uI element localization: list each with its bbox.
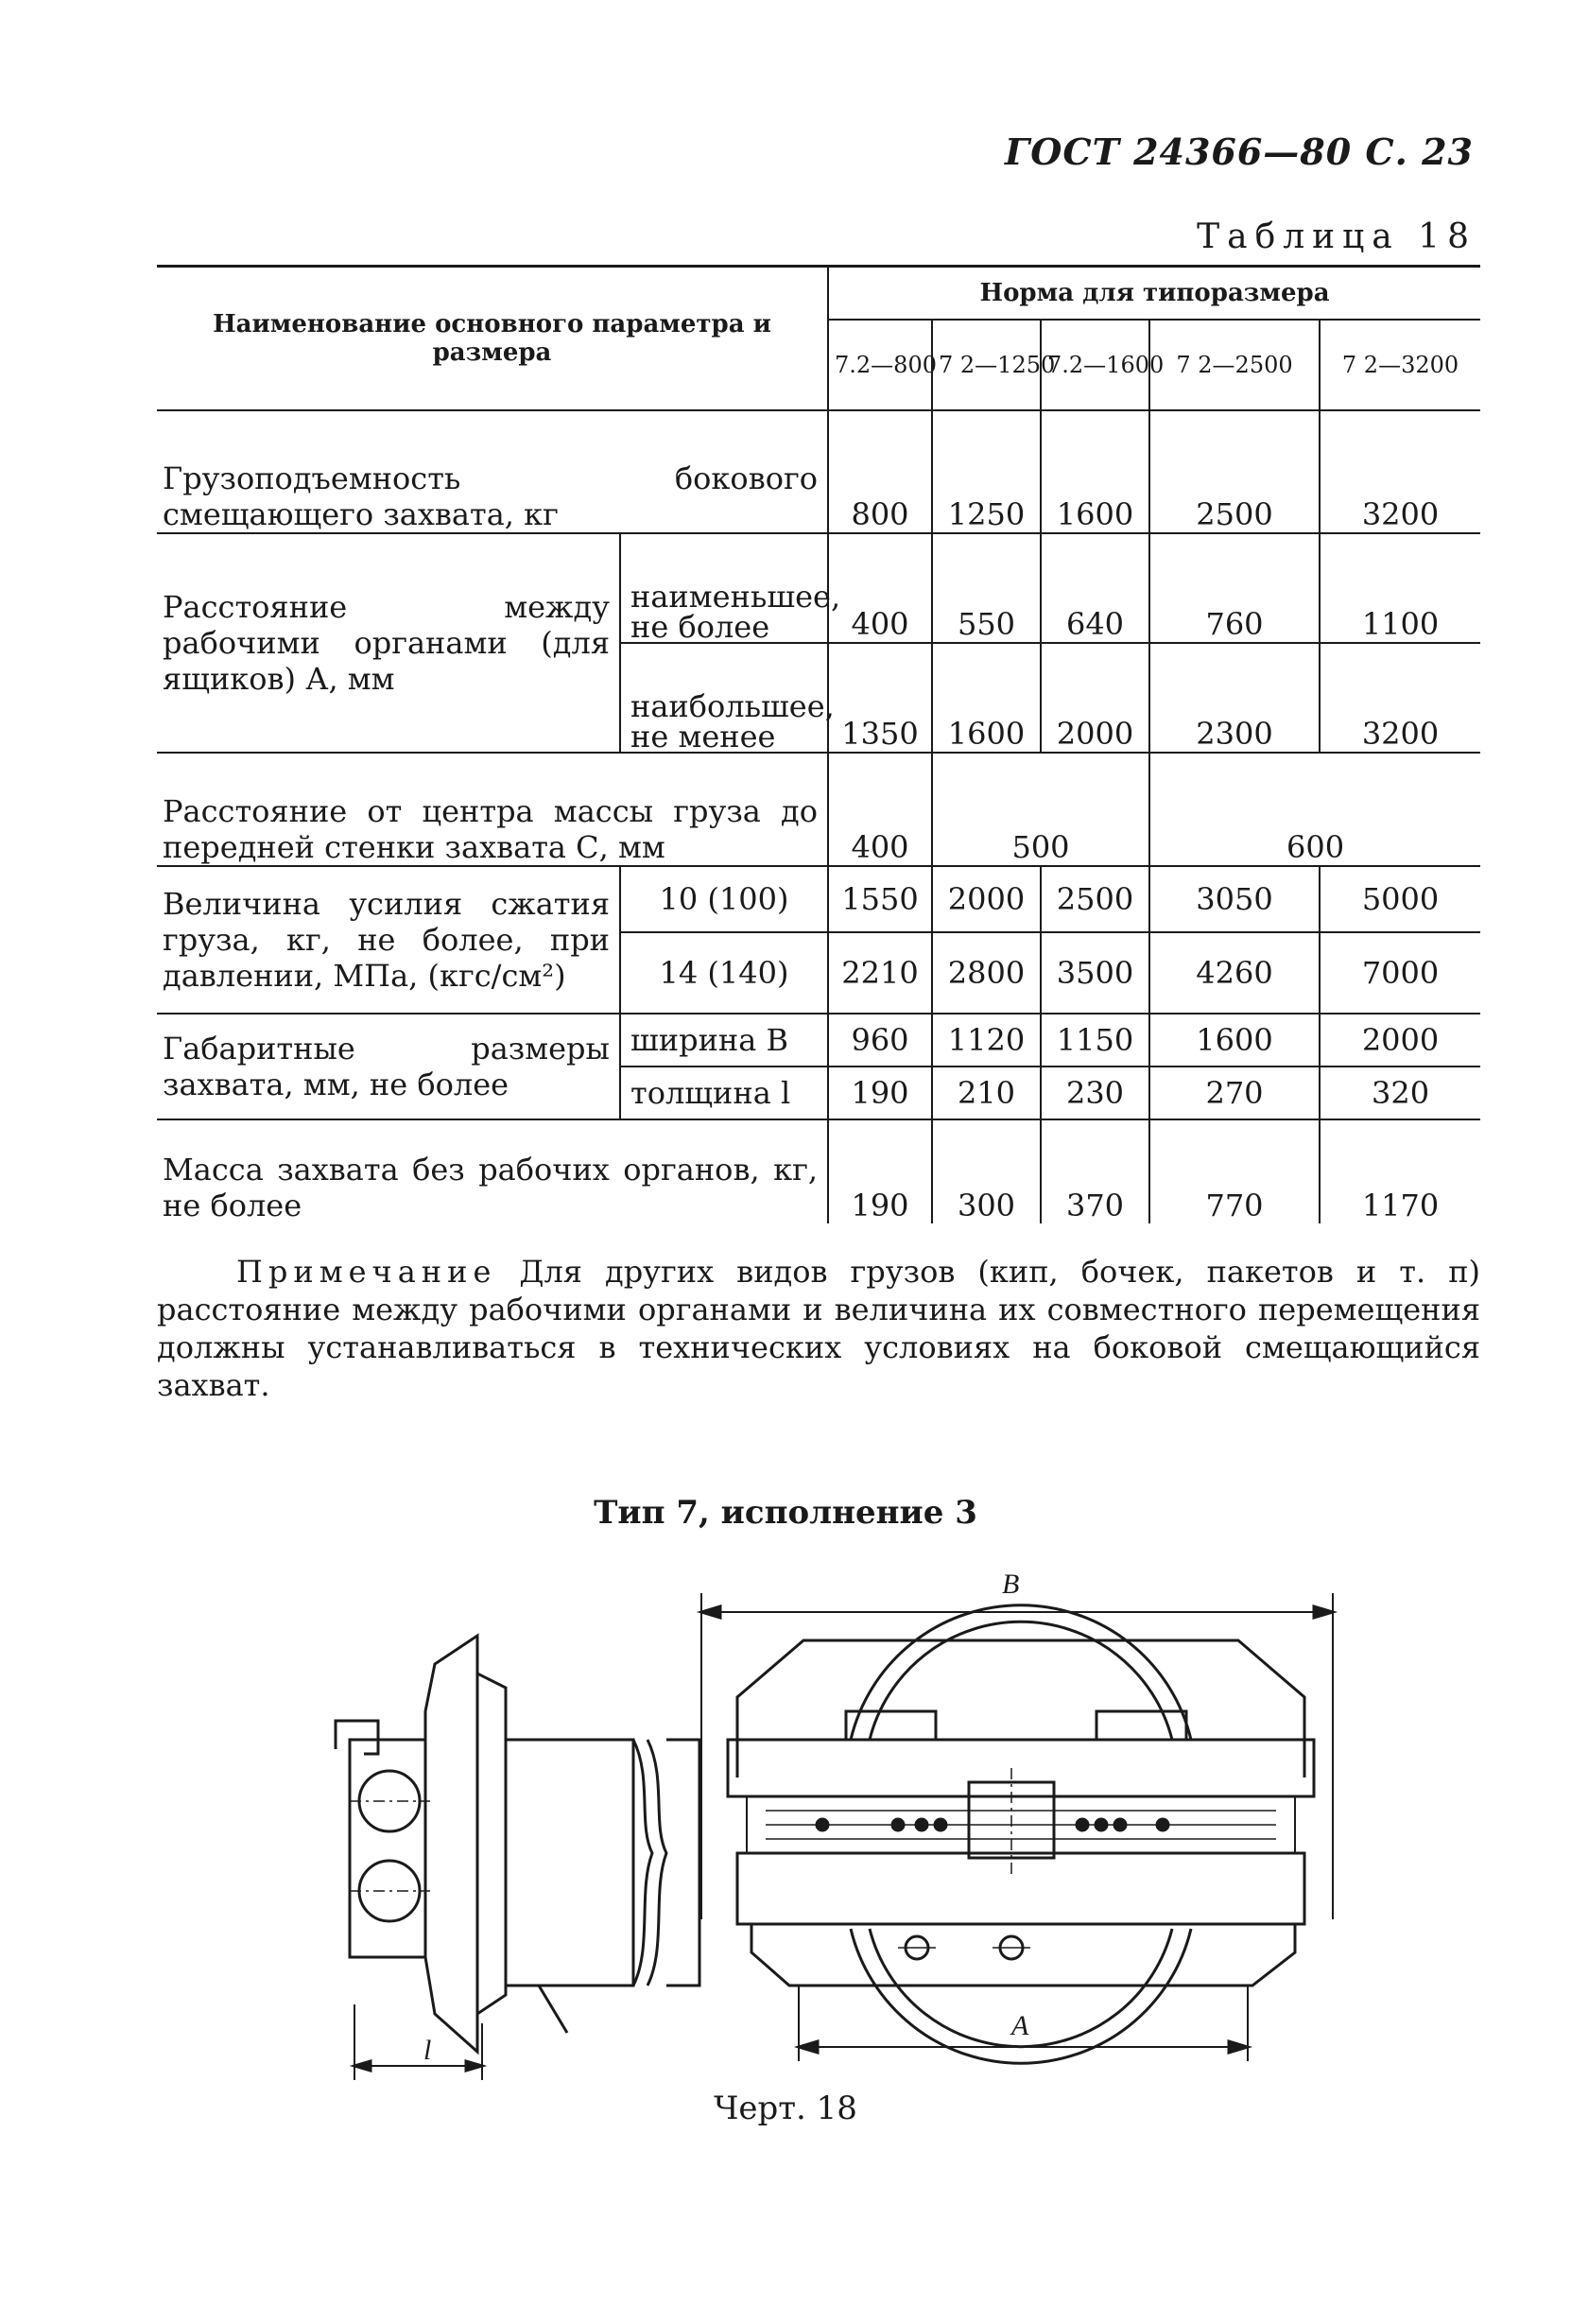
cell: 300 (932, 1119, 1041, 1223)
cell: 1600 (932, 643, 1041, 753)
cell: 1550 (828, 866, 932, 932)
cell: 1250 (932, 410, 1041, 533)
norm-header: Норма для типоразмера (828, 267, 1480, 321)
cell: 270 (1149, 1067, 1320, 1119)
cell: 500 (932, 753, 1149, 866)
cell: 2210 (828, 932, 932, 1014)
cell: 2800 (932, 932, 1041, 1014)
cell: 1350 (828, 643, 932, 753)
cell: 1150 (1041, 1014, 1149, 1067)
page-header: ГОСТ 24366—80 С. 23 (1005, 130, 1474, 173)
size-header: 7.2—1600 (1041, 320, 1149, 410)
cell: 2000 (1041, 643, 1149, 753)
spec-table (157, 265, 1480, 1223)
figure-caption: Черт. 18 (714, 2090, 857, 2127)
cell: 190 (828, 1119, 932, 1223)
cell: 3200 (1320, 410, 1480, 533)
cell: 4260 (1149, 932, 1320, 1014)
figure-title: Тип 7, исполнение 3 (594, 1494, 977, 1532)
size-header: 7 2—2500 (1149, 320, 1320, 410)
size-header: 7 2—1250 (932, 320, 1041, 410)
cell: 400 (828, 533, 932, 643)
cell: 7000 (1320, 932, 1480, 1014)
distance-min-label: наименьшее, не более (620, 533, 828, 643)
table-note (157, 1253, 1480, 1404)
size-header: 7 2—3200 (1320, 320, 1480, 410)
dims-width-label: ширина B (620, 1014, 828, 1067)
cell: 770 (1149, 1119, 1320, 1223)
cell: 230 (1041, 1067, 1149, 1119)
cell: 2500 (1149, 410, 1320, 533)
technical-drawing (312, 1551, 1352, 2080)
row-dims-name: Габаритные размеры захвата, мм, не более (157, 1014, 620, 1119)
cell: 800 (828, 410, 932, 533)
cell: 1120 (932, 1014, 1041, 1067)
cell: 3500 (1041, 932, 1149, 1014)
cell: 2300 (1149, 643, 1320, 753)
cell: 2000 (1320, 1014, 1480, 1067)
note-text: Для других видов грузов (кип, бочек, пакетов и т. п) расстояние между рабочими органами и величина их совместного перемещения должны устанавливаться в технических условиях на боковой смещающийся захват. (157, 1254, 1481, 1403)
cell: 1170 (1320, 1119, 1480, 1223)
cell: 960 (828, 1014, 932, 1067)
cell: 320 (1320, 1067, 1480, 1119)
cell: 3200 (1320, 643, 1480, 753)
cell: 5000 (1320, 866, 1480, 932)
cell: 1600 (1041, 410, 1149, 533)
cell: 2500 (1041, 866, 1149, 932)
cell: 210 (932, 1067, 1041, 1119)
cell: 190 (828, 1067, 932, 1119)
row-distance-name: Расстояние между рабочими органами (для ящиков) А, мм (157, 533, 620, 753)
size-header: 7.2—800 (828, 320, 932, 410)
cell: 640 (1041, 533, 1149, 643)
dim-B-label: B (1002, 1569, 1020, 1600)
cell: 2000 (932, 866, 1041, 932)
side-view (336, 1636, 699, 2080)
cell: 600 (1149, 753, 1480, 866)
distance-max-label: наибольшее, не менее (620, 643, 828, 753)
param-header: Наименование основного параметра и размера (157, 267, 828, 411)
cell: 370 (1041, 1119, 1149, 1223)
force-p1-label: 10 (100) (620, 866, 828, 932)
row-capacity-name: Грузоподъемность бокового смещающего захвата, кг (157, 410, 828, 533)
table-caption: Таблица 18 (1197, 217, 1476, 256)
cell: 760 (1149, 533, 1320, 643)
dim-A-label: A (1011, 2010, 1029, 2041)
cell: 1100 (1320, 533, 1480, 643)
cell: 400 (828, 753, 932, 866)
note-label: Примечание (236, 1254, 497, 1290)
row-center-name: Расстояние от центра массы груза до передней стенки захвата С, мм (157, 753, 828, 866)
row-mass-name: Масса захвата без рабочих органов, кг, не более (163, 1152, 818, 1223)
cell: 1600 (1149, 1014, 1320, 1067)
cell: 550 (932, 533, 1041, 643)
force-p2-label: 14 (140) (620, 932, 828, 1014)
dim-l-label: l (423, 2035, 432, 2066)
front-view (701, 1569, 1333, 2063)
row-force-name: Величина усилия сжатия груза, кг, не более, при давлении, МПа, (кгс/см²) (157, 866, 620, 1014)
dims-thickness-label: толщина l (620, 1067, 828, 1119)
cell: 3050 (1149, 866, 1320, 932)
